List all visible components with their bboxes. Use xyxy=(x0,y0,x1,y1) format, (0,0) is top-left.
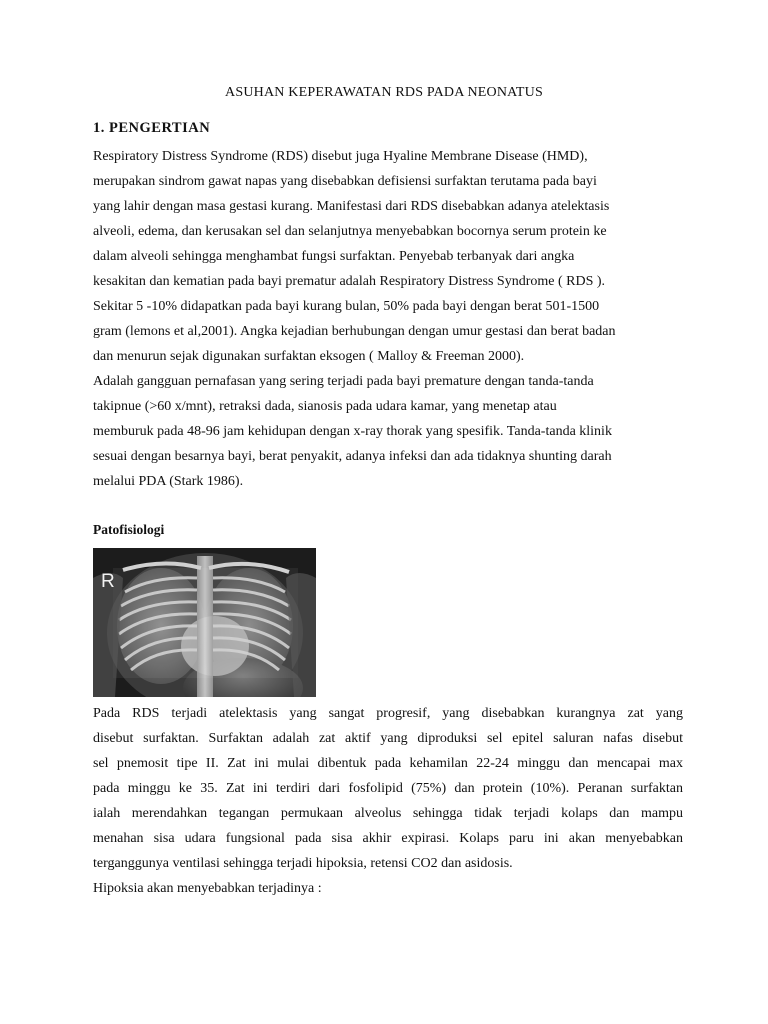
paragraph-line: ialah merendahkan tegangan permukaan alveolus sehingga tidak terjadi kolaps dan mampu xyxy=(93,806,683,821)
paragraph-line: Respiratory Distress Syndrome (RDS) disebut juga Hyaline Membrane Disease (HMD), xyxy=(93,149,588,164)
paragraph-line: alveoli, edema, dan kerusakan sel dan selanjutnya menyebabkan bocornya serum protein ke xyxy=(93,224,607,239)
xray-side-marker: R xyxy=(101,571,115,592)
paragraph-line: sel pnemosit tipe II. Zat ini mulai dibentuk pada kehamilan 22-24 minggu dan mencapai max xyxy=(93,756,683,771)
paragraph-line: pada minggu ke 35. Zat ini terdiri dari fosfolipid (75%) dan protein (10%). Peranan surfaktan xyxy=(93,781,683,796)
document-title: ASUHAN KEPERAWATAN RDS PADA NEONATUS xyxy=(225,85,543,100)
section-heading-patofisiologi: Patofisiologi xyxy=(93,522,165,537)
paragraph-line: dan menurun sejak digunakan surfaktan eksogen ( Malloy & Freeman 2000). xyxy=(93,349,525,364)
chest-xray-image xyxy=(93,548,316,697)
paragraph-line: takipnue (>60 x/mnt), retraksi dada, sianosis pada udara kamar, yang menetap atau xyxy=(93,399,557,414)
paragraph-pengertian xyxy=(93,144,683,494)
paragraph-line: kesakitan dan kematian pada bayi prematur adalah Respiratory Distress Syndrome ( RDS ). xyxy=(93,274,606,289)
paragraph-line: memburuk pada 48-96 jam kehidupan dengan x-ray thorak yang spesifik. Tanda-tanda klinik xyxy=(93,424,612,439)
paragraph-line: Sekitar 5 -10% didapatkan pada bayi kurang bulan, 50% pada bayi dengan berat 501-1500 xyxy=(93,299,600,314)
paragraph-line: Hipoksia akan menyebabkan terjadinya : xyxy=(93,881,322,896)
paragraph-line: dalam alveoli sehingga menghambat fungsi surfaktan. Penyebab terbanyak dari angka xyxy=(93,249,575,264)
section-heading-pengertian: 1. PENGERTIAN xyxy=(93,120,211,136)
paragraph-line: disebut surfaktan. Surfaktan adalah zat aktif yang diproduksi sel epitel saluran nafas disebut xyxy=(93,731,683,746)
paragraph-line: Adalah gangguan pernafasan yang sering terjadi pada bayi premature dengan tanda-tanda xyxy=(93,374,594,389)
paragraph-line: terganggunya ventilasi sehingga terjadi hipoksia, retensi CO2 dan asidosis. xyxy=(93,856,513,871)
paragraph-line: melalui PDA (Stark 1986). xyxy=(93,474,244,489)
paragraph-line: Pada RDS terjadi atelektasis yang sangat progresif, yang disebabkan kurangnya zat yang xyxy=(93,706,683,721)
paragraph-hipoksia xyxy=(93,876,683,901)
paragraph-line: yang lahir dengan masa gestasi kurang. Manifestasi dari RDS disebabkan adanya atelektasis xyxy=(93,199,610,214)
paragraph-line: sesuai dengan besarnya bayi, berat penyakit, adanya infeksi dan ada tidaknya shunting darah xyxy=(93,449,612,464)
paragraph-line: menahan sisa udara fungsional pada sisa akhir expirasi. Kolaps paru ini akan menyebabkan xyxy=(93,831,683,846)
paragraph-line: merupakan sindrom gawat napas yang disebabkan defisiensi surfaktan terutama pada bayi xyxy=(93,174,597,189)
paragraph-patofisiologi xyxy=(93,701,683,876)
paragraph-line: gram (lemons et al,2001). Angka kejadian berhubungan dengan umur gestasi dan berat badan xyxy=(93,324,616,339)
